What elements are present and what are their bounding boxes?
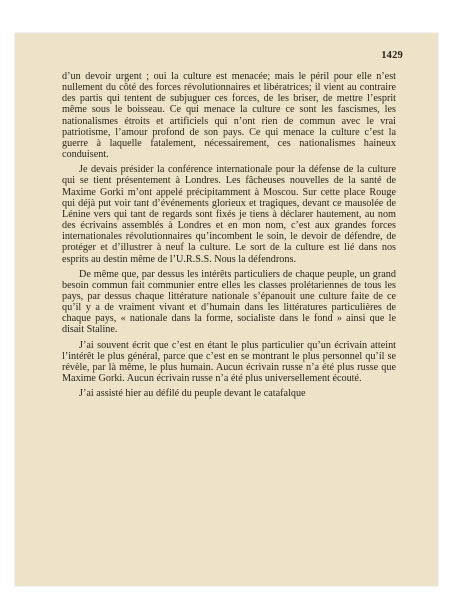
paragraph-4: J’ai souvent écrit que c’est en étant le plus particulier qu’un écrivain atteint l’intérêt le plus général, parce que c’est en se montrant le plus personnel qu’il se révèle, par là même, le plus humain. Aucun écrivain russe n’a été plus russe que Maxime Gorki. Aucun écrivain russe n’a été plus universellement écouté.	[62, 339, 396, 385]
paragraph-5: J’ai assisté hier au défilé du peuple devant le catafalque	[79, 388, 306, 400]
body-text	[62, 71, 396, 403]
paragraph-2: Je devais présider la conférence internationale pour la défense de la culture qui se tient présentement à Londres. Les fâcheuses nouvelles de la santé de Maxime Gorki m’ont appelé précipitamment à Moscou. Sur cette place Rouge qui déjà put voir tant d’événements glorieux et tragiques, devant ce mausolée de Lénine vers qui tant de regards sont fixés je tiens à déclarer hautement, au nom des écrivains assemblés à Londres et en mon nom, c’est aux grandes forces internationales révolutionnaires qu’incombent le soin, le devoir de défendre, de protéger et d’illustrer à neuf la culture. Le sort de la culture est lié dans nos esprits au destin même de l’U.R.S.S. Nous la défendrons.	[62, 164, 396, 265]
paragraph-3: De même que, par dessus les intérêts particuliers de chaque peuple, un grand besoin commun fait communier entre elles les classes prolétariennes de tous les pays, par dessus chaque littérature nationale s’épanouit une culture faite de ce qu’il y a de vraiment vivant et d’humain dans les littératures particulières de chaque pays, « nationale dans la forme, socialiste dans le fond » ainsi que le disait Staline.	[62, 268, 396, 336]
paragraph-1: d’un devoir urgent ; oui la culture est menacée; mais le péril pour elle n’est nullement du côté des forces révolutionnaires et libératrices; il vient au contraire des partis qui tentent de subjuguer ces forces, de les briser, de mettre l’esprit même sous le boisseau. Ce qui menace la culture ce sont les fascismes, les nationalismes étroits et artificiels qui n’ont rien de commun avec le vrai patriotisme, l’amour profond de son pays. Ce qui menace la culture c’est la guerre à laquelle fatalement, nécessairement, ces nationalismes haineux conduisent.	[62, 71, 396, 161]
page-number: 1429	[381, 50, 403, 61]
